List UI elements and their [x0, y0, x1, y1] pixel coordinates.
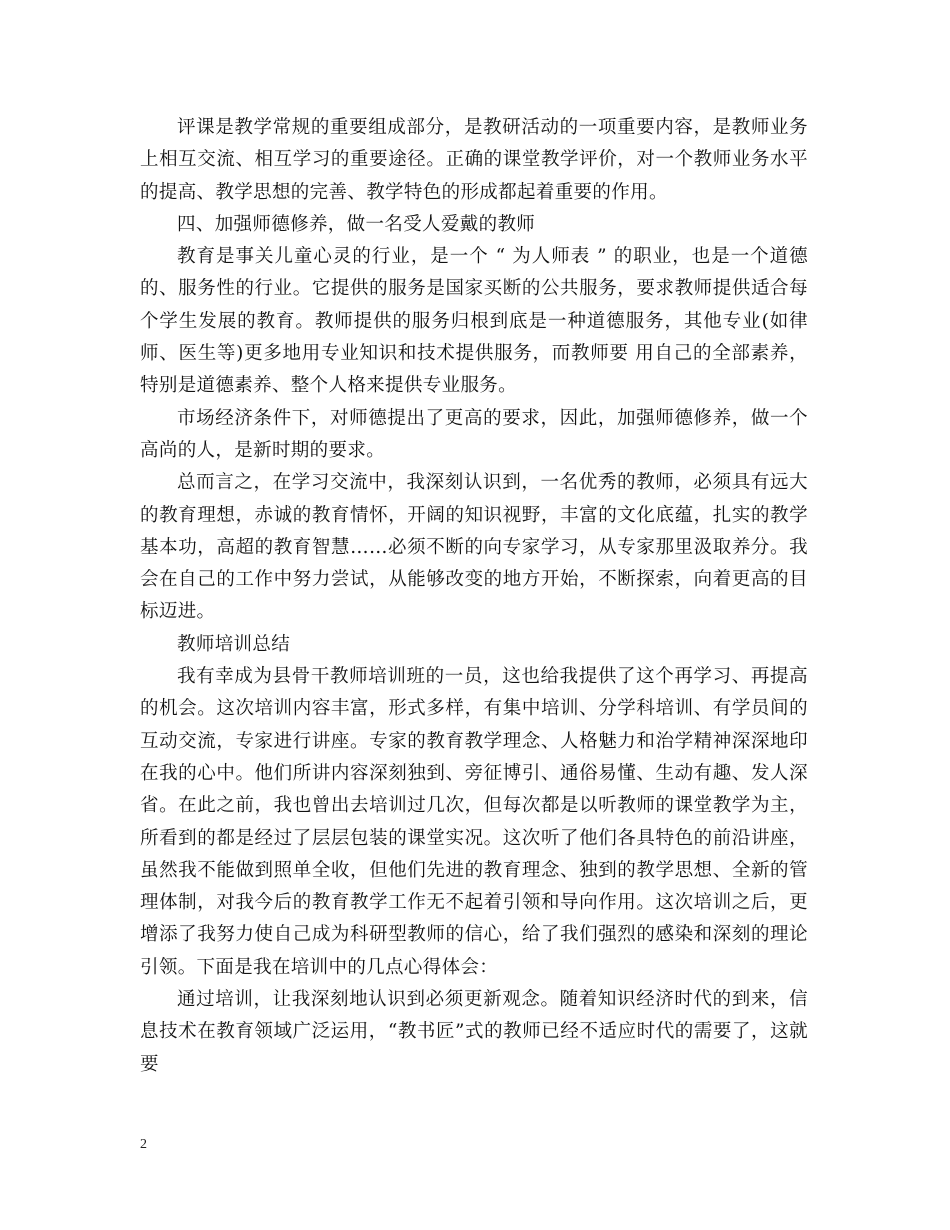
document-page: [140, 112, 808, 1081]
paragraph-update-concepts: 通过培训，让我深刻地认识到必须更新观念。随着知识经济时代的到来，信息技术在教育领域广泛运用，“教书匠”式的教师已经不适应时代的需要了，这就要: [140, 989, 808, 1075]
paragraph-teaching-evaluation: 评课是教学常规的重要组成部分，是教研活动的一项重要内容，是教师业务上相互交流、相互学习的重要途径。正确的课堂教学评价，对一个教师业务水平的提高、教学思想的完善、教学特色的形成都起着重要的作用。: [140, 117, 808, 203]
paragraph-conclusion: 总而言之，在学习交流中，我深刻认识到，一名优秀的教师，必须具有远大的教育理想，赤诚的教育情怀，开阔的知识视野，丰富的文化底蕴，扎实的教学基本功，高超的教育智慧……必须不断的向专家学习，从专家那里汲取养分。我会在自己的工作中努力尝试，从能够改变的地方开始，不断探索，向着更高的目标迈进。: [140, 472, 808, 623]
paragraph-education-moral-service: 教育是事关儿童心灵的行业，是一个 “ 为人师表 ” 的职业，也是一个道德的、服务性的行业。它提供的服务是国家买断的公共服务，要求教师提供适合每个学生发展的教育。教师提供的服务归根到底是一种道德服务，其他专业(如律师、医生等)更多地用专业知识和技术提供服务，而教师要 用自己的全部素养，特别是道德素养、整个人格来提供专业服务。: [140, 246, 808, 397]
section-heading-teacher-ethics: 四、加强师德修养，做一名受人爱戴的教师: [177, 213, 536, 235]
paragraph-training-experience: 我有幸成为县骨干教师培训班的一员，这也给我提供了这个再学习、再提高的机会。这次培训内容丰富，形式多样，有集中培训、分学科培训、有学员间的互动交流，专家进行讲座。专家的教育教学理念、人格魅力和治学精神深深地印在我的心中。他们所讲内容深刻独到、旁征博引、通俗易懂、生动有趣、发人深省。在此之前，我也曾出去培训过几次，但每次都是以听教师的课堂教学为主，所看到的都是经过了层层包装的课堂实况。这次听了他们各具特色的前沿讲座，虽然我不能做到照单全收，但他们先进的教育理念、独到的教学思想、全新的管理体制，对我今后的教育教学工作无不起着引领和导向作用。这次培训之后，更增添了我努力使自己成为科研型教师的信心，给了我们强烈的感染和深刻的理论引领。下面是我在培训中的几点心得体会：: [140, 666, 808, 978]
section-heading-training-summary: 教师培训总结: [177, 633, 291, 655]
paragraph-market-economy: 市场经济条件下，对师德提出了更高的要求，因此，加强师德修养，做一个高尚的人，是新时期的要求。: [140, 407, 808, 461]
page-number: 2: [140, 1137, 147, 1152]
